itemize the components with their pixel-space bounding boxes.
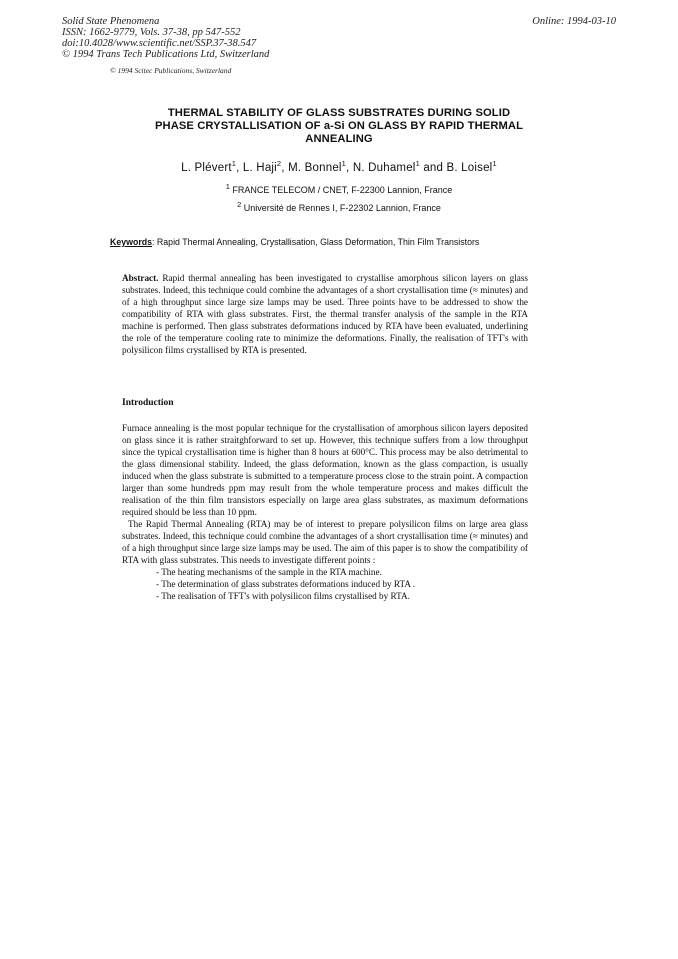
affiliation-2: $^2$ Université de Rennes I, F-22302 Lannion, France — [237, 200, 441, 213]
author: N. Duhamel$^1$ and — [352, 159, 447, 174]
author: L. Plévert$^1$, — [181, 159, 243, 174]
publisher-copyright: © 1994 Scitec Publications, Switzerland — [110, 66, 232, 75]
introduction-body — [122, 422, 528, 602]
title-line-1: THERMAL STABILITY OF GLASS SUBSTRATES DURING SOLID — [167, 107, 511, 119]
abstract-text: Rapid thermal annealing has been investigated to crystallise amorphous silicon layers on glass substrates. Indeed, this technique could combine the advantages of a short crystallisation time (≈ minutes) and of a high throughput since large size lamps may be used. Three points have to be addressed to show the compatibility of RTA with glass substrates. First, the thermal transfer analysis of the sample in the RTA machine is performed. Then glass substrates deformations induced by RTA have been evaluated, underlining the role of the temperature cooling rate to minimize the deformations. Finally, the realisation of TFT's with polysilicon films crystallised by RTA is presented. — [122, 273, 528, 355]
author: M. Bonnel$^1$, — [288, 159, 353, 174]
abstract — [122, 272, 528, 356]
paper-title — [90, 107, 588, 146]
title-line-3: ANNEALING — [305, 133, 373, 145]
bullet-item: - The determination of glass substrates deformations induced by RTA . — [156, 579, 416, 589]
keywords-label: Keywords — [110, 237, 153, 247]
copyright-line: © 1994 Trans Tech Publications Ltd, Switzerland — [62, 49, 270, 60]
title-line-2: PHASE CRYSTALLISATION OF a-Si ON GLASS BY RAPID THERMAL — [154, 120, 524, 132]
affiliation-1: $^1$ FRANCE TELECOM / CNET, F-22300 Lannion, France — [225, 182, 453, 195]
doi-line: doi:10.4028/www.scientific.net/SSP.37-38.547 — [62, 38, 257, 49]
journal-header — [62, 16, 422, 60]
intro-paragraph-2: The Rapid Thermal Annealing (RTA) may be of interest to prepare polysilicon films on large area glass substrates. Indeed, this technique could combine the advantages of a short crystallisation time (≈ minutes) and of a high throughput since large size lamps may be used. The aim of this paper is to show the compatibility of RTA with glass substrates. This needs to investigate different points : — [122, 519, 528, 565]
author: B. Loisel$^1$ — [446, 159, 497, 174]
keywords-text: : Rapid Thermal Annealing, Crystallisation, Glass Deformation, Thin Film Transistors — [152, 237, 480, 247]
journal-name: Solid State Phenomena — [62, 16, 160, 27]
online-date: Online: 1994-03-10 — [532, 16, 616, 27]
bullet-item: - The realisation of TFT's with polysilicon films crystallised by RTA. — [156, 591, 410, 601]
author-list — [90, 159, 588, 174]
intro-paragraph-1: Furnace annealing is the most popular technique for the crystallisation of amorphous silicon layers deposited on glass since it is rather straitghforward to set up. However, this technique suffers from a low throughput since the typical crystallisation time is higher than 8 hours at 600°C. This process may be also detrimental to the glass dimensional stability. Indeed, the glass deformation, known as the glass compaction, is usually induced when the glass substrate is submitted to a temperature process close to the strain point. A compaction larger than some hundreds ppm may result from the whole temperature process and makes difficult the realisation of the thin film transistors especially on large area glass substrates, as maximum deformations required should be less than 10 ppm. — [122, 423, 528, 517]
abstract-label: Abstract. — [122, 273, 159, 283]
section-heading-introduction: Introduction — [122, 398, 174, 408]
author: L. Haji$^2$, — [242, 159, 289, 174]
issn-line: ISSN: 1662-9779, Vols. 37-38, pp 547-552 — [62, 27, 241, 38]
bullet-item: - The heating mechanisms of the sample in the RTA machine. — [156, 567, 382, 577]
keywords — [110, 237, 570, 247]
